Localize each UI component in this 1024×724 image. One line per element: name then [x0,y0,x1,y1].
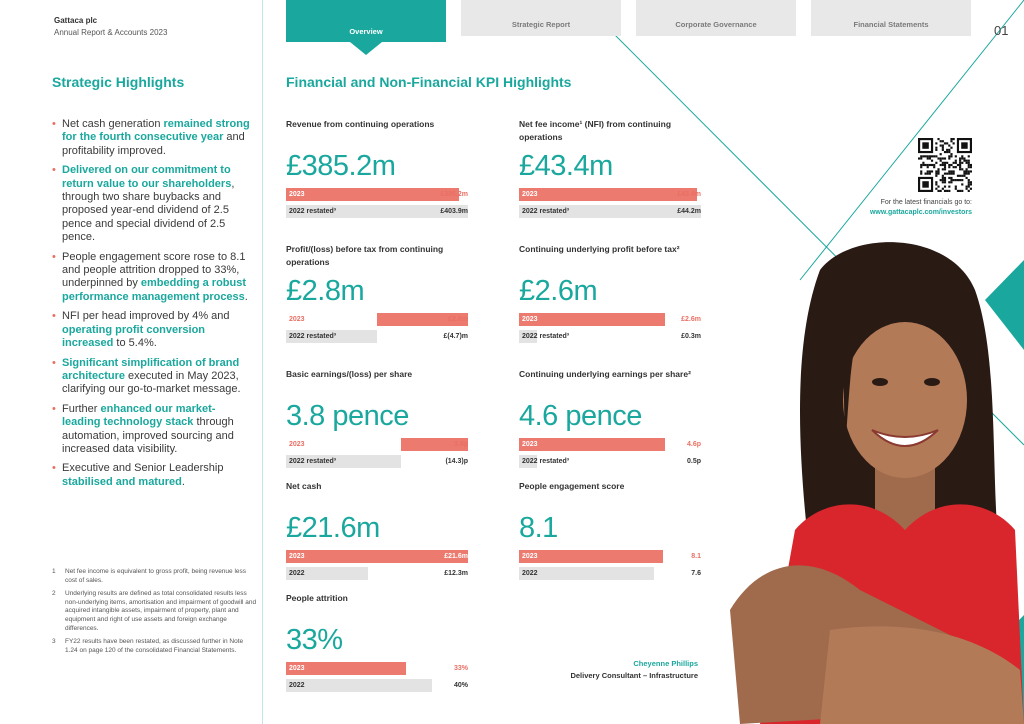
bar-year-label: 2023 [289,441,305,448]
bar-value-label: £43.4m [677,191,701,198]
bar-value-label: 7.6 [691,570,701,577]
kpi-card [519,243,701,343]
highlight-text: executed in May 2023, clarifying our go-to-market message. [62,369,241,396]
bar-value-label: 3.8p [453,441,468,448]
kpi-value: 33% [286,624,343,656]
kpi-card [286,243,468,343]
bar-year-label: 2023 [522,191,538,198]
bar-fill [286,679,432,692]
footnote-text: Underlying results are defined as total consolidated results less non-underlying items, amortisation and impairment of goodwill and acquired intangible assets, impairment of property, plant and equipment and right of use assets and foreign exchange differences. [65,590,257,632]
current-year-bar [286,438,468,451]
prior-year-bar [519,330,701,343]
bar-fill [286,550,468,563]
highlight-item [52,310,252,350]
tab-corporate-governance[interactable] [636,0,796,36]
kpi-value: 8.1 [519,512,558,544]
active-tab-indicator [350,42,382,55]
bar-fill [519,567,654,580]
bar-value-label: 33% [453,665,468,672]
strategic-highlights-title: Strategic Highlights [52,74,185,90]
highlight-emphasis: stabilised and matured [62,475,182,488]
bar-value-label: £44.2m [677,208,701,215]
kpi-card [519,368,701,468]
bar-fill [519,438,665,451]
bar-year-label: 2023 [289,316,305,323]
highlight-text: Further [62,402,101,415]
prior-year-bar [286,679,468,692]
kpi-label: Continuing underlying profit before tax² [519,244,680,254]
bar-year-label: 2023 [522,553,538,560]
tab-overview[interactable] [286,0,446,42]
bar-value-label: £12.3m [444,570,468,577]
highlight-item [52,251,252,305]
bar-value-label: 4.6p [686,441,701,448]
highlight-item [52,164,252,244]
bar-year-label: 2022 restated³ [289,333,337,340]
bar-year-label: 2022 restated³ [522,333,570,340]
bar-year-label: 2022 restated³ [522,208,570,215]
kpi-value: 3.8 pence [286,400,409,432]
bar-year-label: 2023 [289,553,305,560]
current-year-bar [519,438,701,451]
current-year-bar [519,188,701,201]
kpi-value: £2.8m [286,275,365,307]
report-subtitle: Annual Report & Accounts 2023 [54,28,168,37]
tab-label: Overview [349,27,383,36]
highlight-item [52,462,252,489]
prior-year-bar [286,330,468,343]
footnote [52,638,257,655]
bar-year-label: 2022 restated³ [522,458,570,465]
highlight-text: NFI per head improved by 4% and [62,310,230,323]
kpi-label: Net cash [286,481,322,491]
bar-value-label: £385.2m [440,191,468,198]
current-year-bar [286,662,468,675]
kpi-value: £2.6m [519,275,598,307]
highlight-emphasis: enhanced our market-leading technology stack [62,402,216,429]
bar-year-label: 2023 [289,191,305,198]
tab-strategic-report[interactable] [461,0,621,36]
bar-year-label: 2022 restated³ [289,208,337,215]
person-role: Delivery Consultant – Infrastructure [570,671,698,680]
footnotes [52,568,257,660]
footnote-text: Net fee income is equivalent to gross profit, being revenue less cost of sales. [65,568,247,584]
investors-link[interactable]: www.gattacaplc.com/investors [869,209,972,216]
kpi-label: Revenue from continuing operations [286,119,435,129]
highlight-emphasis: Significant simplification of brand architecture [62,356,240,382]
bar-fill [519,550,663,563]
kpi-card [286,480,468,580]
qr-caption: For the latest financials go to: [880,199,972,206]
tab-financial-statements[interactable] [811,0,971,36]
kpi-label: Continuing underlying earnings per share² [519,369,691,379]
tab-label: Strategic Report [511,20,571,29]
bar-fill [286,188,459,201]
highlight-text: . [244,290,248,303]
kpi-label: Net fee income¹ (NFI) from continuing operations [519,119,672,142]
bar-value-label: 8.1 [691,553,701,560]
kpi-label: People attrition [286,593,348,603]
current-year-bar [519,313,701,326]
current-year-bar [519,550,701,563]
prior-year-bar [519,205,701,218]
highlight-text: and profitability improved. [62,131,245,157]
kpi-card [286,592,468,692]
highlight-item [52,118,252,158]
bar-value-label: 0.5p [686,458,701,465]
kpi-value: £43.4m [519,150,613,182]
kpi-value: £21.6m [286,512,380,544]
bar-fill [519,188,697,201]
highlight-text: . [181,475,185,488]
highlight-emphasis: operating profit conversion increased [62,323,206,350]
current-year-bar [286,188,468,201]
kpi-label: People engagement score [519,481,625,491]
kpi-card [286,368,468,468]
bar-year-label: 2022 restated³ [289,458,337,465]
highlight-text: through automation, improved sourcing and increased data visibility. [62,416,234,455]
tab-label: Corporate Governance [675,20,757,29]
kpi-value: £385.2m [286,150,396,182]
bar-year-label: 2022 [289,570,305,577]
tab-label: Financial Statements [853,20,929,29]
bar-value-label: (14.3)p [445,458,468,465]
current-year-bar [286,313,468,326]
page-number: 01 [994,23,1009,38]
bar-year-label: 2023 [522,441,538,448]
kpi-section-title: Financial and Non-Financial KPI Highlights [286,74,572,90]
highlight-item [52,357,252,397]
bar-fill [519,313,665,326]
footnote-number: 2 [52,590,56,598]
kpi-value: 4.6 pence [519,400,642,432]
highlight-text: Executive and Senior Leadership [62,462,224,475]
kpi-label: Basic earnings/(loss) per share [286,369,413,379]
bar-value-label: £2.6m [681,316,701,323]
footnote-text: FY22 results have been restated, as discussed further in Note 1.24 on page 120 of the consolidated Financial Statements. [65,638,244,654]
highlights-list [52,118,252,495]
bar-year-label: 2023 [289,665,305,672]
prior-year-bar [286,455,468,468]
bar-value-label: £0.3m [681,333,701,340]
person-name: Cheyenne Phillips [633,659,698,668]
company-name: Gattaca plc [54,16,98,25]
highlight-text: Net cash generation [62,118,164,130]
prior-year-bar [286,567,468,580]
column-divider [262,0,263,724]
bar-value-label: £2.8m [448,316,468,323]
current-year-bar [286,550,468,563]
highlight-emphasis: remained strong for the fourth consecutive year [62,118,250,144]
highlight-emphasis: Delivered on our commitment to return value to our shareholders [62,164,232,190]
bar-value-label: £(4.7)m [443,333,468,340]
kpi-label: Profit/(loss) before tax from continuing operations [286,244,444,267]
kpi-card [286,118,468,218]
portrait-photo [700,230,1024,724]
footnote-number: 1 [52,568,56,575]
highlight-item [52,403,252,457]
footnote-number: 3 [52,638,56,646]
footnote [52,590,257,633]
highlight-text: to 5.4%. [113,337,157,350]
bar-value-label: £21.6m [444,553,468,560]
bar-value-label: £403.9m [440,208,468,215]
bar-year-label: 2022 [289,682,305,689]
prior-year-bar [519,455,701,468]
kpi-card [519,480,701,580]
prior-year-bar [519,567,701,580]
bar-value-label: 40% [453,682,468,689]
highlight-emphasis: embedding a robust performance management process [62,277,247,303]
prior-year-bar [286,205,468,218]
footnote [52,568,257,585]
bar-year-label: 2022 [522,570,538,577]
kpi-card [519,118,701,218]
bar-year-label: 2023 [522,316,538,323]
highlight-text: , through two share buybacks and proposed year-end dividend of 2.5 pence and special dividend of 2.5 pence. [62,177,235,244]
highlight-text: People engagement score rose to 8.1 and people attrition dropped to 33%, underpinned by [62,250,246,290]
qr-code-icon[interactable] [918,138,972,192]
